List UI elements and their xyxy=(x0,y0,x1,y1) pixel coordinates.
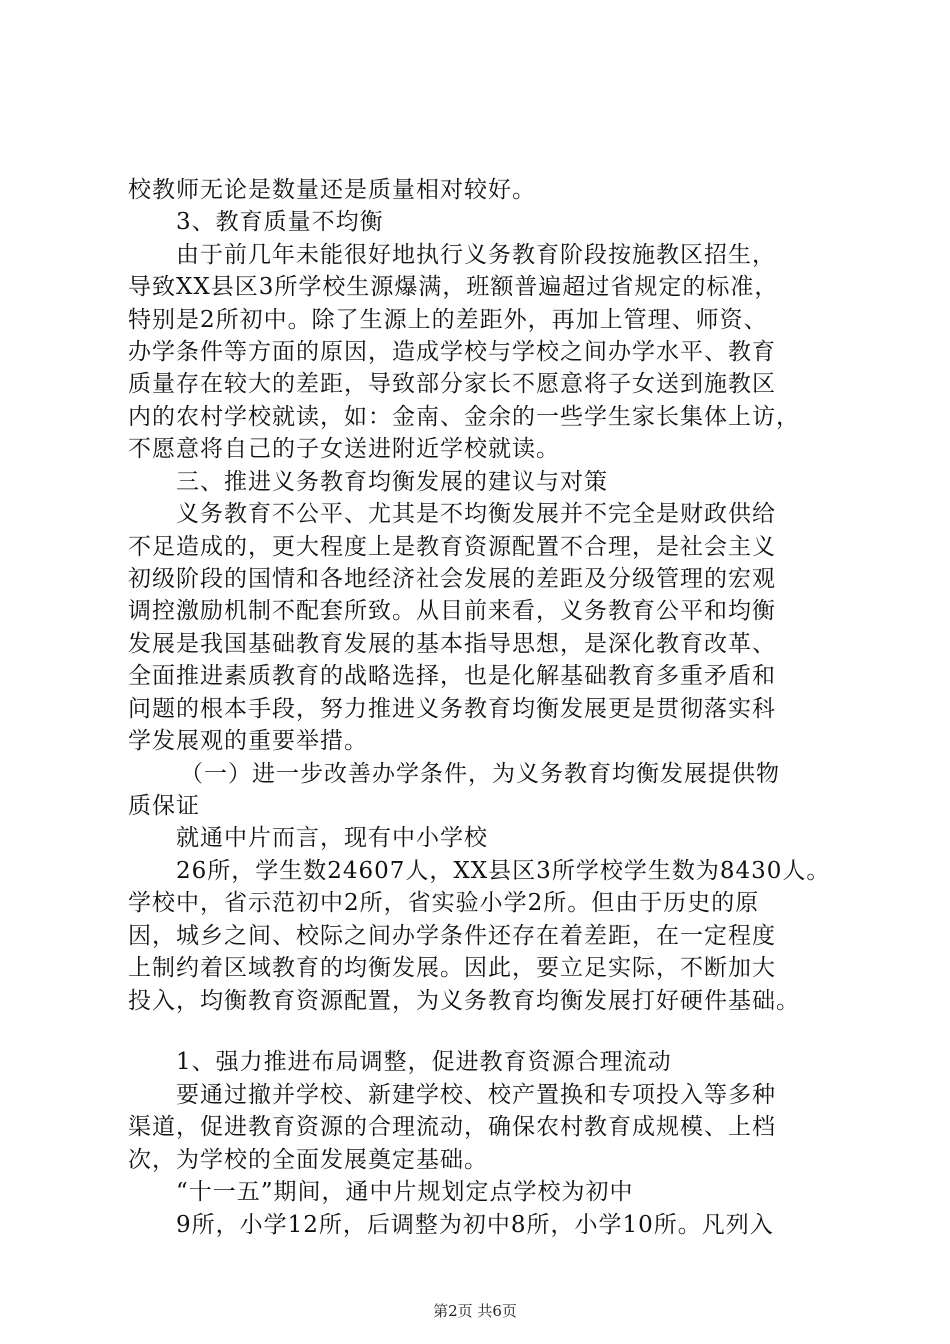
text-line-18: 学发展观的重要举措。 xyxy=(128,728,368,754)
text-line-15: 发展是我国基础教育发展的基本指导思想，是深化教育改革、 xyxy=(128,631,776,657)
text-line-12: 不足造成的，更大程度上是教育资源配置不合理，是社会主义 xyxy=(128,534,776,560)
text-line-25: 上制约着区域教育的均衡发展。因此，要立足实际，不断加大 xyxy=(128,955,776,981)
text-line-1: 校教师无论是数量还是质量相对较好。 xyxy=(128,177,536,203)
text-line-5: 特别是2所初中。除了生源上的差距外，再加上管理、师资、 xyxy=(128,307,768,333)
text-line-4: 导致XX县区3所学校生源爆满，班额普遍超过省规定的标准， xyxy=(128,274,779,300)
text-line-17: 问题的根本手段，努力推进义务教育均衡发展更是贯彻落实科 xyxy=(128,696,776,722)
text-line-13: 初级阶段的国情和各地经济社会发展的差距及分级管理的宏观 xyxy=(128,566,776,592)
text-line-21: 就通中片而言，现有中小学校 xyxy=(176,825,488,851)
text-line-32: 9所，小学12所，后调整为初中8所，小学10所。凡列入 xyxy=(176,1212,774,1238)
text-line-6: 办学条件等方面的原因，造成学校与学校之间办学水平、教育 xyxy=(128,339,776,365)
text-line-7: 质量存在较大的差距，导致部分家长不愿意将子女送到施教区 xyxy=(128,371,776,397)
subsection-heading: （一）进一步改善办学条件，为义务教育均衡发展提供物 xyxy=(180,761,780,787)
text-line-26: 投入，均衡教育资源配置，为义务教育均衡发展打好硬件基础。 xyxy=(128,988,800,1014)
text-line-31: “十一五”期间，通中片规划定点学校为初中 xyxy=(176,1179,634,1205)
text-line-16: 全面推进素质教育的战略选择，也是化解基础教育多重矛盾和 xyxy=(128,663,776,689)
text-line-8: 内的农村学校就读，如：金南、金余的一些学生家长集体上访， xyxy=(128,404,800,430)
text-line-20: 质保证 xyxy=(128,793,200,819)
page-number-footer: 第2页 共6页 xyxy=(433,1302,517,1320)
text-line-24: 因，城乡之间、校际之间办学条件还存在着差距，在一定程度 xyxy=(128,923,776,949)
section-heading: 三、推进义务教育均衡发展的建议与对策 xyxy=(176,469,608,495)
text-line-14: 调控激励机制不配套所致。从目前来看，义务教育公平和均衡 xyxy=(128,598,776,624)
text-line-28: 要通过撤并学校、新建学校、校产置换和专项投入等多种 xyxy=(176,1082,776,1108)
item-heading: 1、强力推进布局调整，促进教育资源合理流动 xyxy=(176,1049,672,1075)
text-line-3: 由于前几年未能很好地执行义务教育阶段按施教区招生， xyxy=(176,242,776,268)
text-line-23: 学校中，省示范初中2所，省实验小学2所。但由于历史的原 xyxy=(128,890,760,916)
text-line-11: 义务教育不公平、尤其是不均衡发展并不完全是财政供给 xyxy=(176,501,776,527)
text-line-9: 不愿意将自己的子女送进附近学校就读。 xyxy=(128,436,560,462)
text-line-2: 3、教育质量不均衡 xyxy=(176,209,384,235)
text-line-30: 次，为学校的全面发展奠定基础。 xyxy=(128,1147,488,1173)
text-line-29: 渠道，促进教育资源的合理流动，确保农村教育成规模、上档 xyxy=(128,1114,776,1140)
text-line-22: 26所，学生数24607人，XX县区3所学校学生数为8430人。 xyxy=(176,858,831,884)
